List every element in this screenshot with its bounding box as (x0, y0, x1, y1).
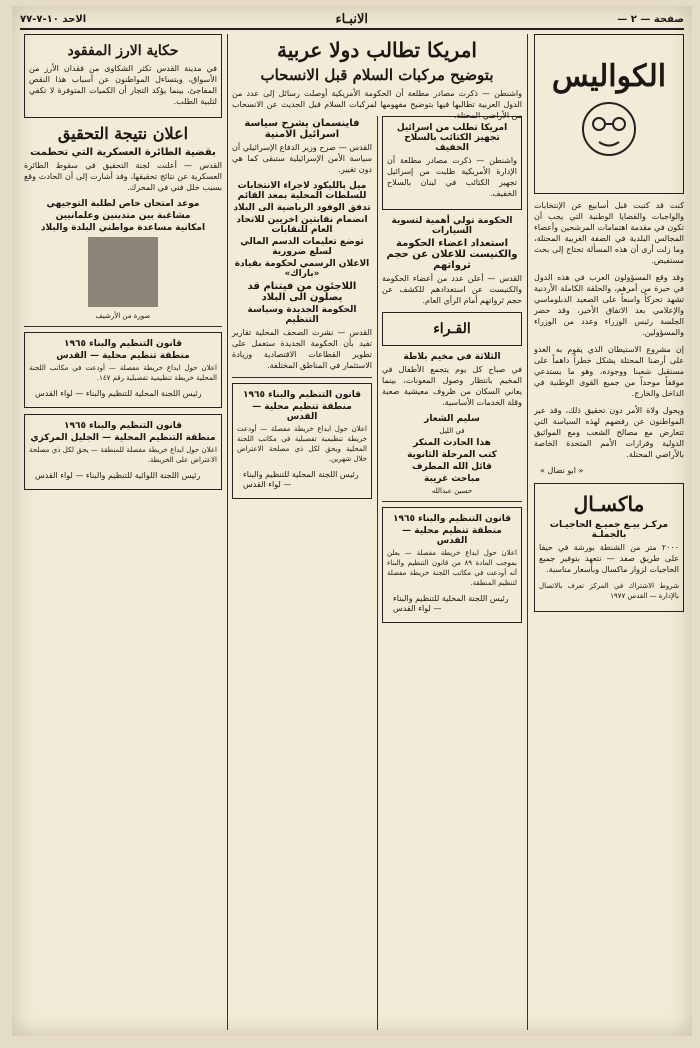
poem4-title: قائل الله المطرف (412, 462, 492, 472)
notice-title: قانون التنظيم والبناء ١٩٦٥ (63, 421, 183, 431)
camp-headline: الثلاثة في مخيم بلاطة (403, 352, 501, 362)
masthead (20, 10, 684, 30)
kawalees-box (534, 34, 684, 194)
bottom-text: ويحول ولاة الأمر دون تحقيق ذلك، وقد عبر المواطنون عن رفضهم لهذه السياسة التي تتعارض مع مصالح الشعب ومع المواثيق الدولية وقرارات الأمم المتحدة الخاصة بالأراضي المحتلة. (534, 406, 684, 459)
rice-body: في مدينة القدس تكثر الشكاوى من فقدان الأرز من الأسواق، ويتساءل المواطنون عن أسباب هذا النقص المفاجئ، بينما يؤكد التجار أن الكميات المتوفرة لا تكفي لتلبية الطلب. (29, 64, 217, 106)
maxal-ad (534, 483, 684, 612)
refugees-headline: اللاجئون من فيتنام قد يصلون الى البلاد (247, 281, 357, 303)
unions-headline: انضمام نقابتين اخريين للاتحاد العام للنقابات (236, 215, 368, 235)
intro-text: كنت قد كتبت قبل أسابيع عن الإنتخابات والواجبات والقضايا الوطنية التي يجب أن تكون في مقدمة اهتمامات المرشحين وأعضاء المجالس البلدية في الضفة الغربية المحتلة، وما زلت أرى أن هذه المسألة تحتاج إلى بحث مستفيض. (534, 201, 684, 265)
column-three (232, 116, 372, 1030)
defense-body: القدس — صرح وزير الدفاع الإسرائيلي أن سياسة الأمن الإسرائيلية ستبقى كما هي دون تغيير. (232, 143, 372, 174)
column-separator (227, 34, 228, 1030)
main-subheadline: بتوضيح مركبات السلام قبل الانسحاب (260, 66, 494, 84)
divider (232, 377, 372, 378)
body-text: وقد وقع المسؤولون العرب في هذه الدول في حيرة من أمرهم، والحلقة الكاملة الأردنية تشهد تحركاً واسعاً على الصعيد الدبلوماسي والإعلامي بعد الاتفاق الأخير، وقد حضر الجلسة رئيس الوزراء وعدد من الوزراء والمسؤولين. (534, 273, 684, 337)
ad-subtitle: مركـز بيـع جميـع الحاجيـات بالجملـة (549, 520, 669, 540)
weapons-title: امريكا تطلب من اسرائيل تجهيز الكتائب بالسلاح الخفيف (396, 123, 508, 153)
wealth-body: القدس — أعلن عدد من أعضاء الحكومة والكنيست عن استعدادهم للكشف عن حجم ثرواتهم أمام الرأي العام. (382, 274, 522, 305)
ad-body: ٢٠٠٠ متر من الشنطة بورشة في حيفا على طريق صفد — نتعهد بتوفير جميع الحاجيات لزوار ماكسال وبأسعار مناسبة. (539, 543, 679, 574)
photo-caption: صورة من الأرشيف (95, 312, 151, 320)
notice-signature: رئيس اللجنة اللوائية للتنظيم والبناء — لواء القدس (35, 471, 201, 480)
notice-body: اعلان حول ايداع خريطة مفصلة — أودعت خريطة تنظيمية تفصيلية في مكاتب اللجنة المحلية ويحق لكل ذي مصلحة الاعتراض خلال شهرين. (237, 425, 367, 463)
column-separator (527, 34, 528, 1030)
poem-title: سليم الشعار (424, 414, 480, 424)
inquiry-subheadline: بقضية الطائرة العسكرية التي تحطمت (30, 147, 216, 158)
inquiry-headline: اعلان نتيجة التحقيق (57, 124, 189, 143)
main-headline: امريكا تطالب دولا عربية (277, 38, 477, 62)
column-separator (377, 116, 378, 1030)
clash-headline: مشاغبة بين متدينين وعلمانيين (55, 211, 191, 221)
wealth-headline: استعداد اعضاء الحكومة والكنيست للاعلان عن حجم ثرواتهم (386, 238, 518, 271)
kawalees-logo: الكواليس (551, 59, 667, 94)
notice-subtitle: منطقة تنظيم محلية — القدس (56, 351, 190, 361)
poem5-title: مباحث غريبة (423, 474, 481, 484)
right-column (534, 34, 684, 1030)
divider (382, 501, 522, 502)
rice-box (24, 34, 222, 118)
readers-logo: القـراء (433, 321, 471, 337)
poem-author: حسين عبدالله (431, 487, 473, 495)
notice-title: قانون التنظيم والبناء ١٩٦٥ (392, 514, 512, 524)
cars-headline: الحكومة تولي أهمية لتسوية السيارات (391, 216, 513, 236)
camp-body: في صباح كل يوم يتجمع الأطفال في المخيم بانتظار وصول المعونات، بينما يعاني السكان من ظروف معيشية صعبة وقلة الخدمات الأساسية. (382, 365, 522, 407)
notice-subtitle: منطقة تنظيم محلية — القدس (252, 402, 352, 422)
notice-title: قانون التنظيم والبناء ١٩٦٥ (242, 390, 362, 400)
notice-body: اعلان حول ايداع خريطة مفصلة — أودعت في مكاتب اللجنة المحلية خريطة تنظيمية تفصيلية رقم ١٤٧. (29, 364, 217, 382)
poem-subtitle: في الليل (439, 427, 465, 435)
sports-headline: تدفق الوفود الرياضية الى البلاد (233, 203, 371, 213)
defense-headline: فاينسمان يشرح سياسة اسرائيل الامنية (244, 118, 360, 140)
notice-subtitle: منطقة التنظيم المحلية — الجليل المركزي (30, 433, 216, 443)
page-number: صفحة — ٢ — (617, 13, 684, 25)
col3-body: القدس — نشرت الصحف المحلية تقارير تفيد بأن الحكومة الجديدة ستعمل على تطوير القطاعات الاقتصادية وزيادة الاستثمار في المناطق المختلفة. (232, 328, 372, 370)
cartoon-face-icon (569, 94, 649, 164)
notice-body: اعلان حول ايداع خريطة مفصلة للمنطقة — يحق لكل ذي مصلحة الاعتراض على الخريطة. (29, 446, 217, 464)
newspaper-page (12, 6, 692, 1036)
column-author: « ابو نضال » (540, 466, 584, 475)
subsidy-headline: توضع تعليمات الدسم المالي لسلع ضرورية (240, 237, 364, 257)
inquiry-body: القدس — أعلنت لجنة التحقيق في سقوط الطائرة العسكرية عن نتائج تحقيقها، وقد أشارت إلى أن الحادث وقع بسبب خلل فني في المحرك. (24, 161, 222, 192)
divider (24, 326, 222, 327)
rice-headline: حكاية الارز المفقود (67, 43, 179, 59)
readers-feature (382, 312, 522, 346)
planning-notice-col2 (382, 507, 522, 623)
notice-title: قانون التنظيم والبناء ١٩٦٥ (63, 339, 183, 349)
notice-signature: رئيس اللجنة المحلية للتنظيم والبناء — لواء القدس (393, 594, 509, 613)
ad-title: ماكسـال (573, 492, 645, 516)
weapons-body: واشنطن — ذكرت مصادر مطلعة أن الإدارة الأمريكية طلبت من إسرائيل تجهيز الكتائب في لبنان بالسلاح الخفيف. (387, 156, 517, 198)
poem3-title: كتب المرحلة الثانوية (407, 450, 497, 460)
exam-headline: موعد امتحان خاص لطلبة التوجيهي (46, 199, 200, 209)
planning-notice-col4 (24, 332, 222, 408)
notice-signature: رئيس اللجنة المحلية للتنظيم والبناء — لواء القدس (35, 389, 202, 398)
ad-footer: شروط الاشتراك في المركز تعرف بالاتصال بالإدارة — القدس ١٩٧٧ (539, 582, 679, 600)
weapons-box (382, 116, 522, 210)
mid-text: إن مشروع الاستيطان الذي يقوم به العدو على أرضنا المحتلة يشكل خطراً داهماً على مستقبل شعبنا ووجوده، وهو ما يستدعي موقفاً موحداً من جميع القوى الوطنية في الداخل والخارج. (534, 345, 684, 398)
notice-subtitle: منطقة تنظيم محلية — القدس (402, 526, 502, 546)
elections-headline: ميل بالليكود لاجراء الانتخابات للسلطات المحلية بمعد القائم (237, 181, 367, 201)
column-two (382, 116, 522, 1030)
main-headline-block (232, 34, 522, 120)
main-lead: واشنطن — ذكرت مصادر مطلعة أن الحكومة الأمريكية أوصلت رسائل إلى عدد من الدول العربية تطالبها فيها بتوضيح مفهومها لمركبات السلام قبل الحديث عن الانسحاب من الأراضي المحتلة. (232, 89, 522, 120)
planning-notice-galilee (24, 414, 222, 490)
aid-headline: امكانية مساعدة مواطني البلدة والبلاد (40, 223, 206, 233)
poem2-title: هذا الحادث المنكر (413, 438, 491, 448)
newspaper-name: الانبـاء (335, 11, 368, 27)
planning-notice-col3 (232, 383, 372, 499)
news-photo (88, 237, 158, 307)
government-headline: الاعلان الرسمي لحكومة بقيادة «باراك» (234, 259, 370, 279)
issue-date: الاحد ١٠-٧-٧٧ (20, 13, 87, 25)
column-four (24, 34, 222, 1030)
notice-signature: رئيس اللجنة المحلية للتنظيم والبناء — لواء القدس (243, 470, 359, 489)
notice-body: اعلان حول ايداع خريطة مفصلة — يعلن بموجب المادة ٨٩ من قانون التنظيم والبناء أنه أودعت في مكاتب اللجنة خريطة مفصلة لتنظيم المنطقة. (387, 549, 517, 587)
planning-headline: الحكومة الجديدة وسياسة التنظيم (247, 305, 357, 325)
